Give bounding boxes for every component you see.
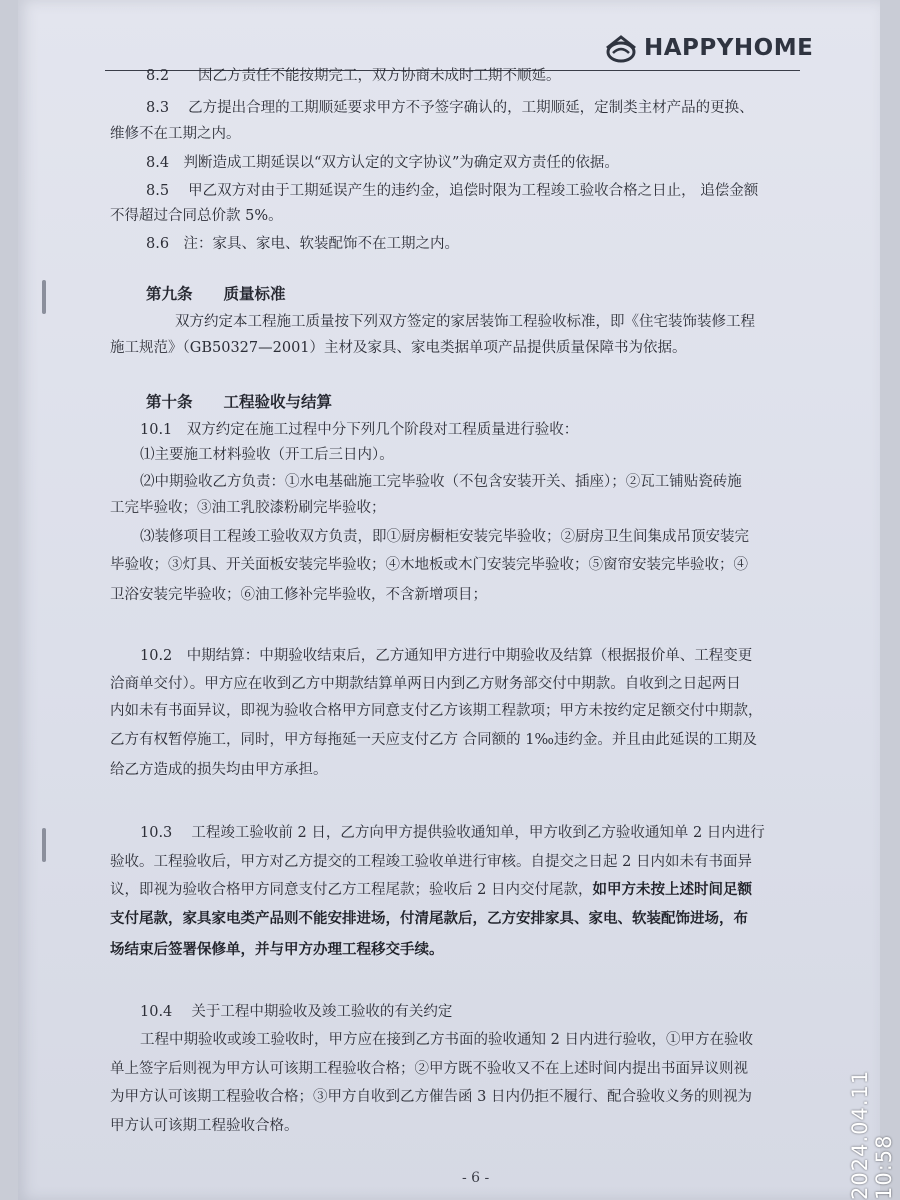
text-line-content: 10.2 中期结算：中期验收结束后，乙方通知甲方进行中期验收及结算（根据报价单、工程变更: [140, 648, 753, 664]
text-line-content: 施工规范》（GB50327—2001）主材及家具、家电类据单项产品提供质量保障书为依据。: [110, 340, 687, 356]
text-line-content: 议，即视为验收合格甲方同意支付乙方工程尾款；验收后 2 日内交付尾款，: [110, 882, 593, 898]
text-line: [140, 646, 752, 666]
text-line: [110, 338, 687, 358]
staple-mark: [42, 828, 46, 862]
text-line-content: 内如未有书面异议，即视为验收合格甲方同意支付乙方该期工程款项；甲方未按约定足额交付中期款，: [110, 703, 763, 719]
text-line: [110, 1116, 299, 1136]
text-line: [110, 206, 283, 226]
text-line-content: 支付尾款，家具家电类产品则不能安排进场，付清尾款后，乙方安排家具、家电、软装配饰进场，布: [110, 910, 748, 927]
text-line-content: ⑵中期验收乙方负责：①水电基础施工完毕验收（不包含安装开关、插座）；②瓦工铺贴瓷砖施: [140, 474, 742, 490]
text-line: [140, 1002, 452, 1022]
text-line: [110, 701, 763, 721]
text-line-content: 10.3 工程竣工验收前 2 日，乙方向甲方提供验收通知单，甲方收到乙方验收通知单 2 日内进行: [140, 825, 765, 841]
text-line: [146, 153, 619, 173]
text-line-content: 工完毕验收；③油工乳胶漆粉刷完毕验收；: [110, 500, 386, 516]
text-line-bold-tail: 如甲方未按上述时间足额: [592, 881, 752, 898]
text-line-content: 单上签字后则视为甲方认可该期工程验收合格；②甲方既不验收又不在上述时间内提出书面异议则视: [110, 1061, 748, 1077]
text-line: [146, 234, 459, 254]
text-line-content: 毕验收；③灯具、开关面板安装完毕验收；④木地板或木门安装完毕验收；⑤窗帘安装完毕验收；④: [110, 557, 748, 573]
text-line: [110, 674, 741, 694]
text-line-content: 第九条 质量标准: [146, 284, 286, 303]
text-line: [140, 823, 765, 843]
timestamp-watermark: 2024.04.11 10:58: [848, 1069, 896, 1200]
text-line-content: 8.3 乙方提出合理的工期顺延要求甲方不予签字确认的，工期顺延，定制类主材产品的更换、: [146, 100, 754, 116]
text-line: [110, 555, 748, 575]
text-line-content: 乙方有权暂停施工，同时，甲方每拖延一天应支付乙方 合同额的 1‰违约金。并且由此延误的工期及: [110, 732, 757, 748]
text-line: [140, 1030, 753, 1050]
text-line: [146, 66, 561, 86]
section-heading: [146, 392, 332, 412]
text-line: [110, 909, 748, 929]
brand-name: HAPPYHOME: [644, 35, 814, 61]
staple-mark: [42, 280, 46, 314]
text-line: [110, 940, 444, 960]
text-line-content: 给乙方造成的损失均由甲方承担。: [110, 762, 328, 778]
text-line: [146, 181, 758, 201]
text-line: [140, 527, 749, 547]
text-line-content: 卫浴安装完毕验收；⑥油工修补完毕验收，不含新增项目；: [110, 587, 487, 603]
text-line-content: 双方约定本工程施工质量按下列双方签定的家居装饰工程验收标准，即《住宅装饰装修工程: [175, 314, 755, 330]
text-line-content: ⑴主要施工材料验收（开工后三日内）。: [140, 447, 394, 463]
text-line: [110, 1087, 752, 1107]
text-line-content: 10.1 双方约定在施工过程中分下列几个阶段对工程质量进行验收：: [140, 422, 579, 438]
text-line-content: ⑶装修项目工程竣工验收双方负责，即①厨房橱柜安装完毕验收；②厨房卫生间集成吊顶安装完: [140, 529, 749, 545]
text-line: [175, 312, 755, 332]
text-line-content: 10.4 关于工程中期验收及竣工验收的有关约定: [140, 1004, 453, 1020]
text-line: [140, 472, 742, 492]
brand-logo: [604, 30, 813, 66]
text-line-content: 不得超过合同总价款 5%。: [110, 208, 283, 224]
text-line-content: 8.4 判断造成工期延误以“双方认定的文字协议”为确定双方责任的依据。: [146, 155, 619, 171]
text-line: [110, 730, 757, 750]
text-line-content: 8.5 甲乙双方对由于工期延误产生的违约金，追偿时限为工程竣工验收合格之日止， 追偿金额: [146, 183, 759, 199]
text-line-content: 场结束后签署保修单，并与甲方办理工程移交手续。: [110, 941, 444, 958]
text-line: [110, 585, 487, 605]
text-line-content: 8.2 因乙方责任不能按期完工，双方协商未成时工期不顺延。: [146, 68, 561, 84]
text-line-content: 甲方认可该期工程验收合格。: [110, 1118, 299, 1134]
text-line: [140, 445, 394, 465]
text-line-content: 8.6 注：家具、家电、软装配饰不在工期之内。: [146, 236, 460, 252]
text-line-content: 第十条 工程验收与结算: [146, 392, 333, 411]
text-line-content: 维修不在工期之内。: [110, 126, 241, 142]
house-logo-icon: [604, 33, 638, 63]
text-line: [110, 852, 752, 872]
text-line-content: 洽商单交付）。甲方应在收到乙方中期款结算单两日内到乙方财务部交付中期款。自收到之日起两日: [110, 676, 741, 692]
text-line: [110, 1059, 748, 1079]
text-line: [110, 880, 752, 900]
page-number: - 6 -: [462, 1170, 490, 1186]
text-line: [146, 98, 754, 118]
text-line-content: 为甲方认可该期工程验收合格；③甲方自收到乙方催告函 3 日内仍拒不履行、配合验收义务的则视为: [110, 1089, 752, 1105]
section-heading: [146, 284, 286, 304]
text-line: [110, 498, 386, 518]
text-line-content: 工程中期验收或竣工验收时，甲方应在接到乙方书面的验收通知 2 日内进行验收，①甲方在验收: [140, 1032, 753, 1048]
text-line-content: 验收。工程验收后，甲方对乙方提交的工程竣工验收单进行审核。自提交之日起 2 日内如未有书面异: [110, 854, 752, 870]
text-line: [140, 420, 578, 440]
text-line: [110, 124, 241, 144]
text-line: [110, 760, 328, 780]
